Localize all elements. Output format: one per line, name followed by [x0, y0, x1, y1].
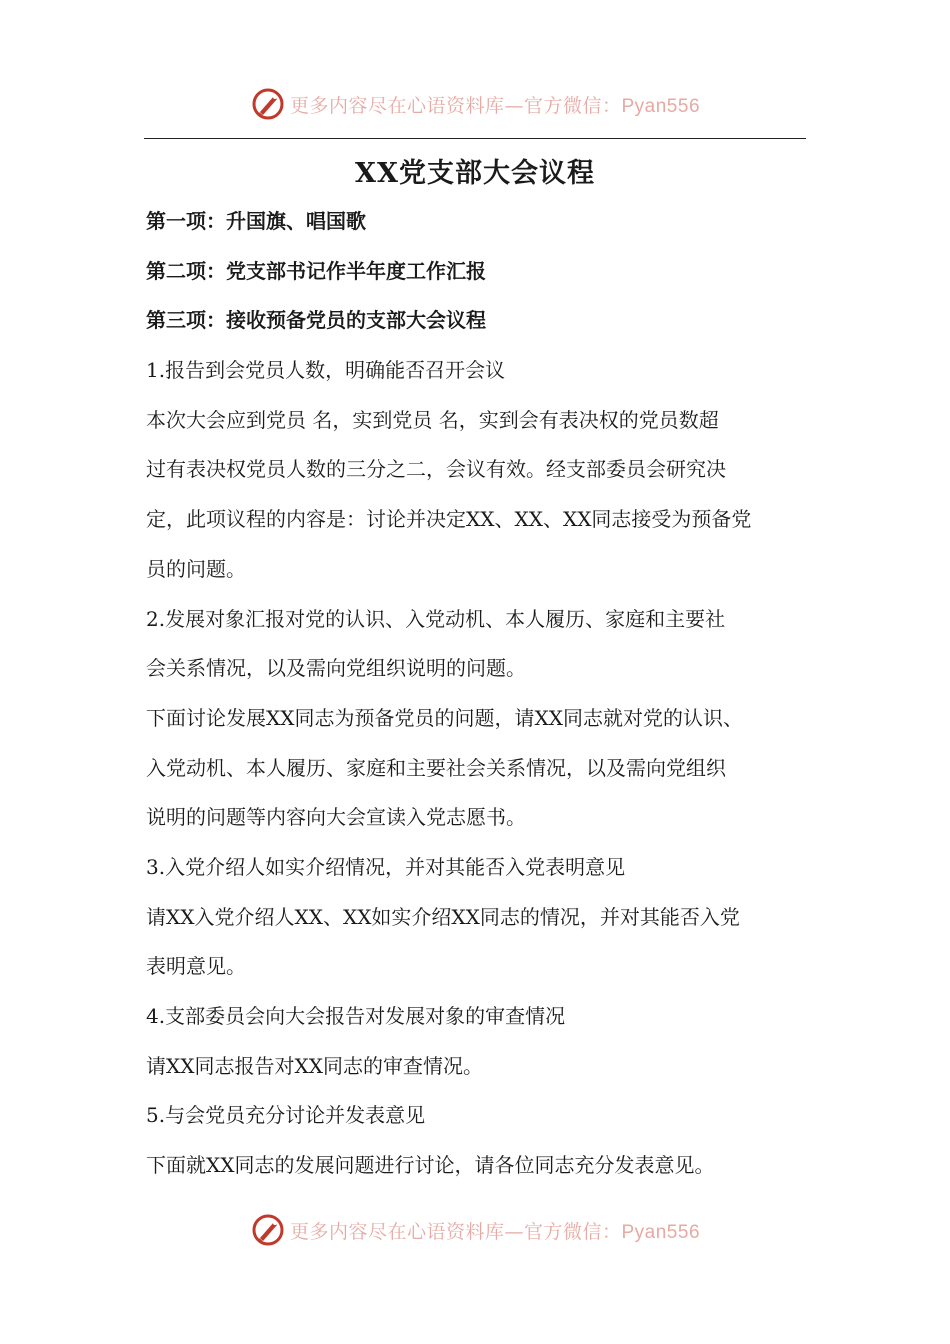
- body-line: 会关系情况，以及需向党组织说明的问题。: [146, 656, 526, 681]
- body-line: 下面讨论发展XX同志为预备党员的问题，请XX同志就对党的认识、: [146, 705, 743, 730]
- body-line: 过有表决权党员人数的三分之二，会议有效。经支部委员会研究决: [146, 457, 726, 482]
- header-divider: [144, 138, 806, 139]
- body-line: 4.支部委员会向大会报告对发展对象的审查情况: [146, 1004, 566, 1028]
- body-line: 5.与会党员充分讨论并发表意见: [146, 1103, 426, 1128]
- document-title: XX党支部大会议程: [355, 158, 595, 189]
- body-line: 本次大会应到党员 名，实到党员 名，实到会有表决权的党员数超: [146, 407, 719, 432]
- body-line: 入党动机、本人履历、家庭和主要社会关系情况，以及需向党组织: [146, 755, 726, 780]
- body-line: 定，此项议程的内容是：讨论并决定XX、XX、XX同志接受为预备党: [146, 507, 752, 532]
- body-line: 2.发展对象汇报对党的认识、入党动机、本人履历、家庭和主要社: [146, 606, 726, 631]
- pen-logo-icon: [250, 86, 286, 122]
- body-line: 说明的问题等内容向大会宣读入党志愿书。: [146, 805, 526, 830]
- agenda-heading: 第三项：接收预备党员的支部大会议程: [146, 308, 486, 333]
- agenda-heading: 第一项：升国旗、唱国歌: [146, 209, 366, 233]
- body-line: 3.入党介绍人如实介绍情况，并对其能否入党表明意见: [146, 854, 626, 879]
- body-line: 员的问题。: [146, 556, 246, 581]
- agenda-heading: 第二项：党支部书记作半年度工作汇报: [146, 258, 486, 283]
- footer-watermark: [0, 1210, 950, 1250]
- body-line: 下面就XX同志的发展问题进行讨论，请各位同志充分发表意见。: [146, 1153, 715, 1178]
- body-line: 请XX同志报告对XX同志的审查情况。: [146, 1053, 483, 1078]
- body-line: 表明意见。: [146, 954, 246, 979]
- watermark-text: 更多内容尽在心语资料库—官方微信：Pyan556: [289, 1220, 701, 1243]
- body-line: 请XX入党介绍人XX、XX如实介绍XX同志的情况，并对其能否入党: [146, 904, 740, 929]
- body-line: 1.报告到会党员人数，明确能否召开会议: [146, 358, 506, 383]
- document-body: [146, 197, 826, 1191]
- watermark-text: 更多内容尽在心语资料库—官方微信：Pyan556: [289, 94, 701, 117]
- pen-logo-icon: [250, 1212, 286, 1248]
- header-watermark: [0, 84, 950, 124]
